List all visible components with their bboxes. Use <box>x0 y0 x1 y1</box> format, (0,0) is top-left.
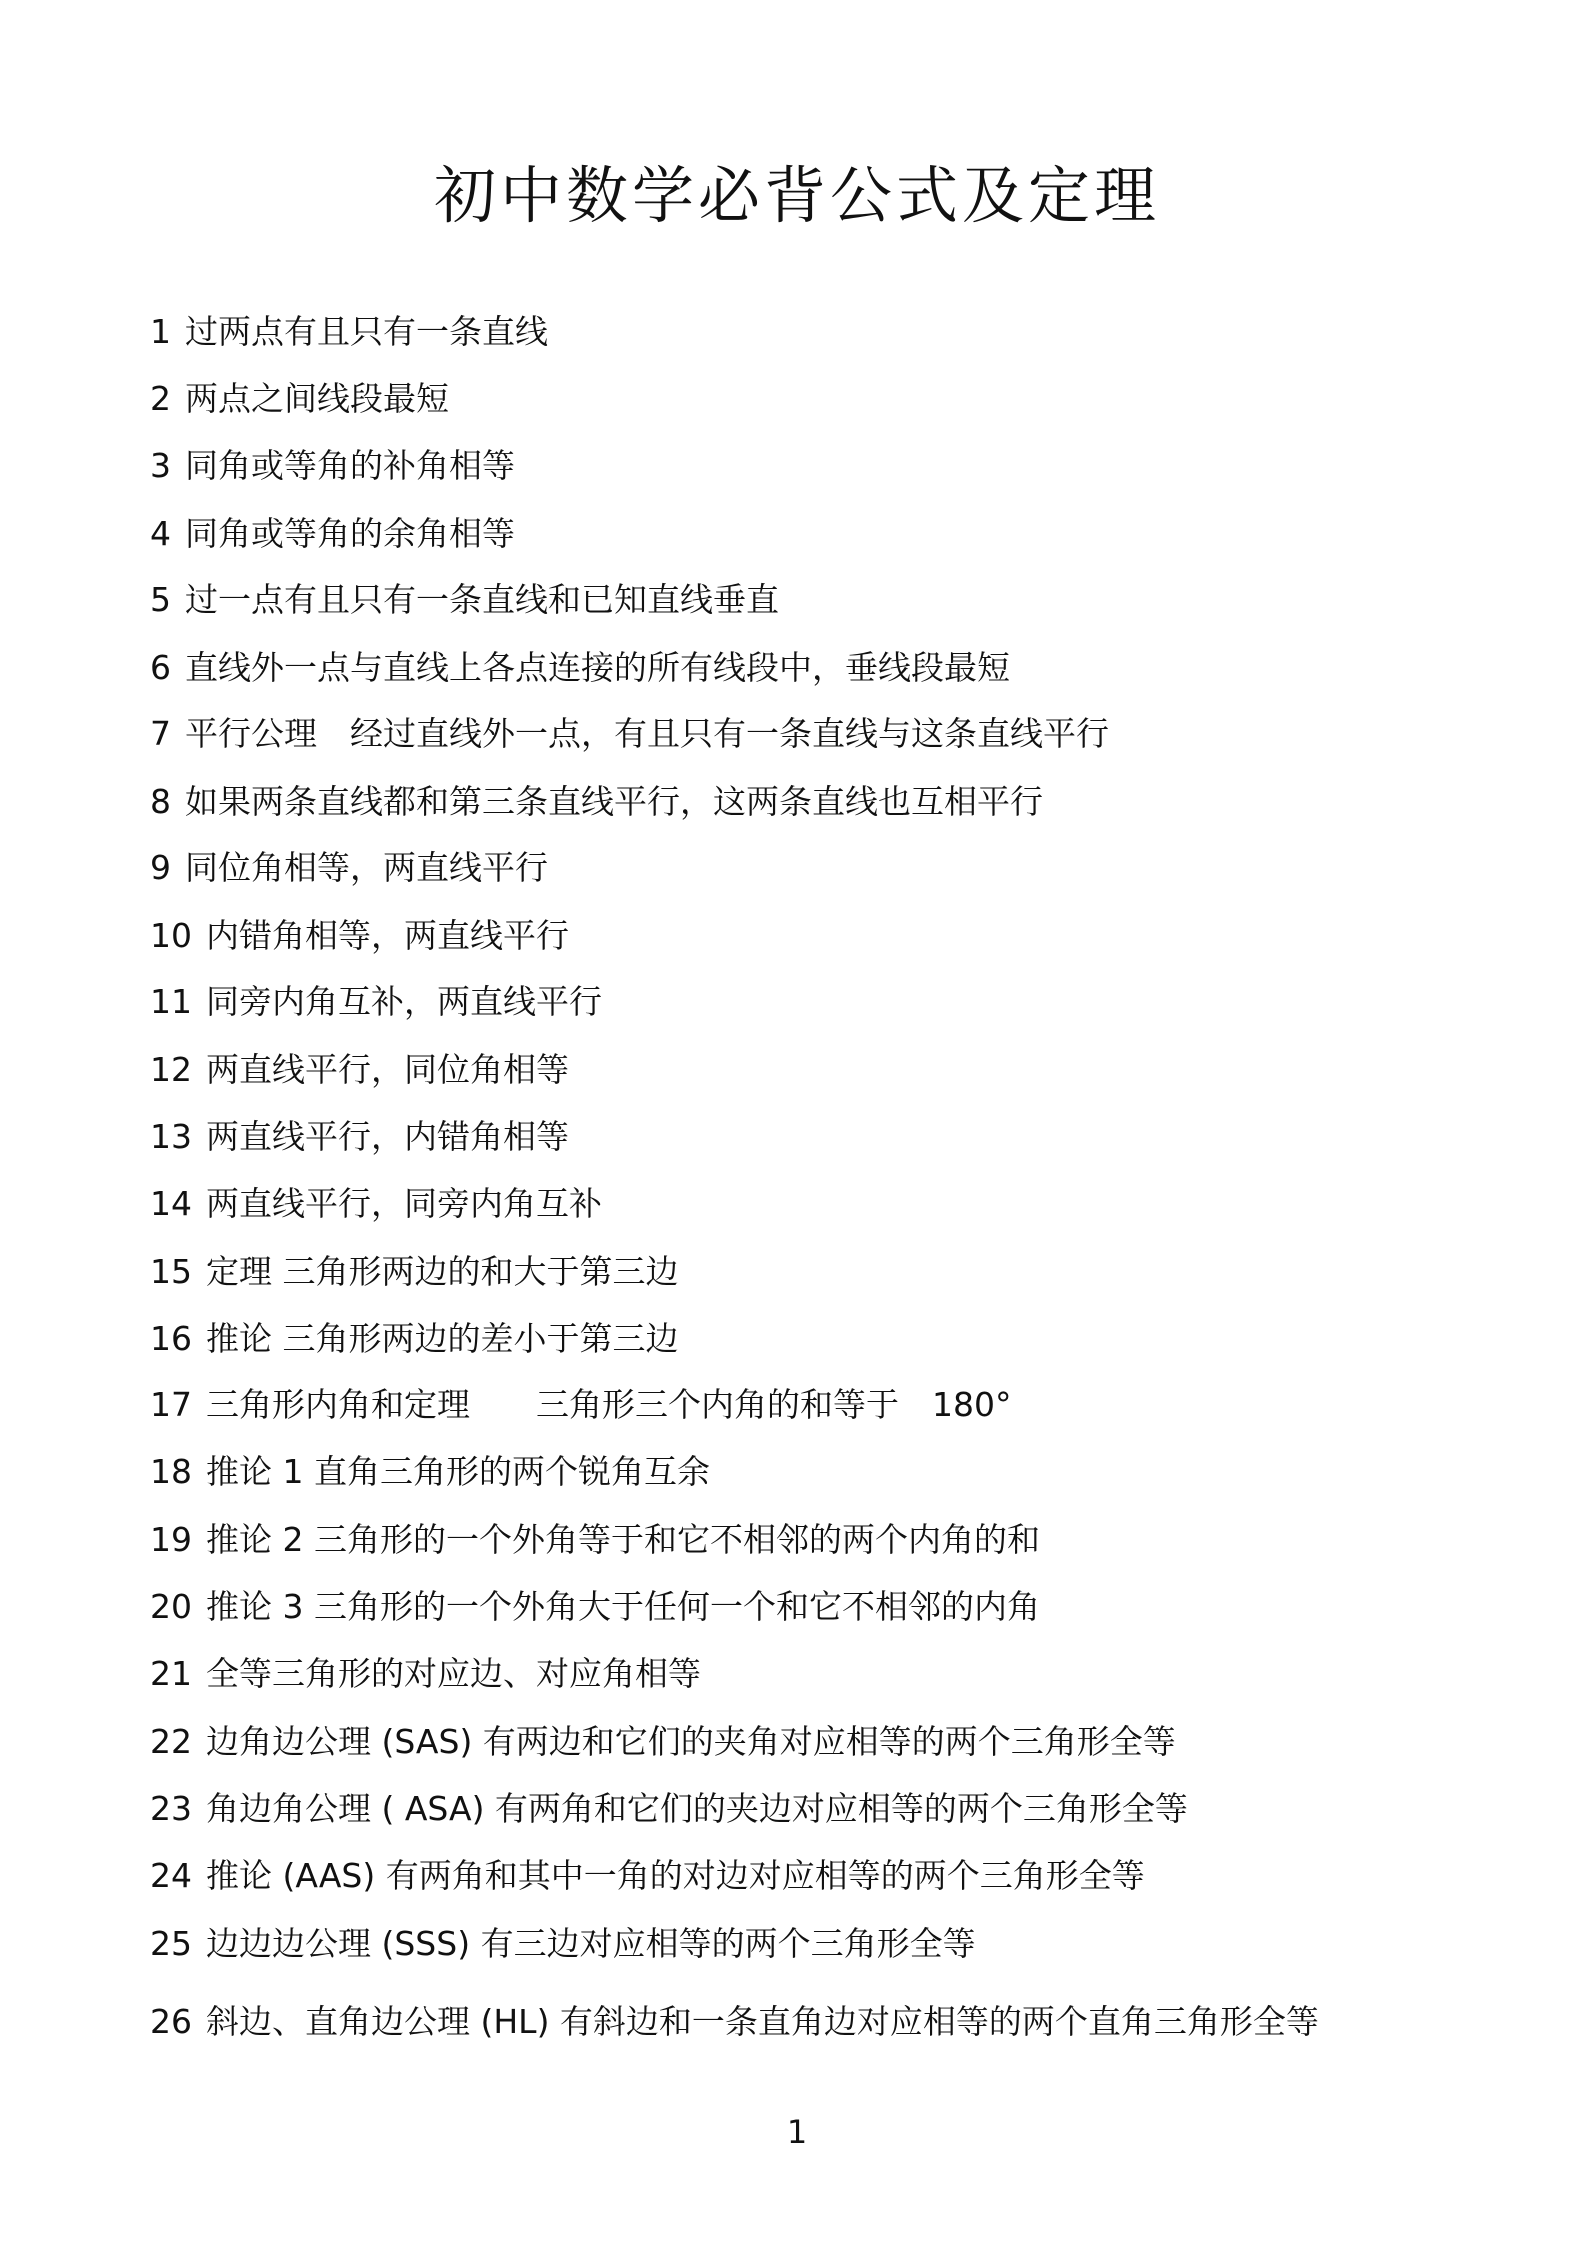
item-number: 5 <box>150 580 171 619</box>
item-text: 推论 1 直角三角形的两个锐角互余 <box>206 1452 710 1491</box>
list-item <box>150 1450 710 1494</box>
item-number: 20 <box>150 1587 192 1626</box>
item-number: 3 <box>150 446 171 485</box>
list-item <box>150 1720 1176 1764</box>
item-text: 直线外一点与直线上各点连接的所有线段中，垂线段最短 <box>185 648 1010 687</box>
item-text: 两点之间线段最短 <box>185 379 449 418</box>
list-item <box>150 1922 976 1966</box>
item-number: 10 <box>150 916 192 955</box>
list-item <box>150 1518 1040 1562</box>
list-item <box>150 1787 1188 1831</box>
item-text: 推论 3 三角形的一个外角大于任何一个和它不相邻的内角 <box>206 1587 1040 1626</box>
item-number: 11 <box>150 982 192 1021</box>
list-item <box>150 1182 602 1226</box>
item-number: 26 <box>150 2002 192 2041</box>
item-number: 23 <box>150 1789 192 1828</box>
list-item <box>150 1854 1145 1898</box>
item-number: 14 <box>150 1184 192 1223</box>
list-item <box>150 1250 679 1294</box>
item-text: 全等三角形的对应边、对应角相等 <box>206 1654 701 1693</box>
list-item <box>150 980 602 1024</box>
item-text: 如果两条直线都和第三条直线平行，这两条直线也互相平行 <box>185 782 1043 821</box>
item-number: 19 <box>150 1520 192 1559</box>
list-item <box>150 914 569 958</box>
list-item <box>150 310 548 354</box>
item-text: 角边角公理 ( ASA) 有两角和它们的夹边对应相等的两个三角形全等 <box>206 1789 1188 1828</box>
item-number: 2 <box>150 379 171 418</box>
item-number: 4 <box>150 514 171 553</box>
page-title: 初中数学必背公式及定理 <box>433 159 1160 232</box>
item-text: 平行公理 经过直线外一点，有且只有一条直线与这条直线平行 <box>185 714 1109 753</box>
item-text: 同旁内角互补，两直线平行 <box>206 982 602 1021</box>
list-item <box>150 1383 1012 1427</box>
item-text: 边边边公理 (SSS) 有三边对应相等的两个三角形全等 <box>206 1924 976 1963</box>
list-item <box>150 1317 679 1361</box>
item-number: 24 <box>150 1856 192 1895</box>
item-text: 同位角相等，两直线平行 <box>185 848 548 887</box>
item-number: 7 <box>150 714 171 753</box>
item-number: 22 <box>150 1722 192 1761</box>
list-item <box>150 1585 1040 1629</box>
item-text: 推论 三角形两边的差小于第三边 <box>206 1319 679 1358</box>
list-item <box>150 444 515 488</box>
item-number: 25 <box>150 1924 192 1963</box>
list-item <box>150 1115 569 1159</box>
list-item <box>150 578 779 622</box>
item-text: 推论 2 三角形的一个外角等于和它不相邻的两个内角的和 <box>206 1520 1040 1559</box>
page-number: 1 <box>786 2113 808 2151</box>
item-number: 21 <box>150 1654 192 1693</box>
list-item <box>150 846 548 890</box>
item-text: 定理 三角形两边的和大于第三边 <box>206 1252 679 1291</box>
list-item <box>150 780 1043 824</box>
list-item <box>150 512 515 556</box>
item-text: 两直线平行，内错角相等 <box>206 1117 569 1156</box>
item-text: 斜边、直角边公理 (HL) 有斜边和一条直角边对应相等的两个直角三角形全等 <box>206 2002 1319 2041</box>
item-number: 17 <box>150 1385 192 1424</box>
item-number: 15 <box>150 1252 192 1291</box>
item-text: 过一点有且只有一条直线和已知直线垂直 <box>185 580 779 619</box>
item-text: 同角或等角的补角相等 <box>185 446 515 485</box>
item-text: 两直线平行，同位角相等 <box>206 1050 569 1089</box>
list-item <box>150 712 1109 756</box>
item-text: 两直线平行，同旁内角互补 <box>206 1184 602 1223</box>
item-text: 内错角相等，两直线平行 <box>206 916 569 955</box>
list-item <box>150 1652 701 1696</box>
item-text: 边角边公理 (SAS) 有两边和它们的夹角对应相等的两个三角形全等 <box>206 1722 1176 1761</box>
list-item <box>150 646 1010 690</box>
list-item <box>150 1048 569 1092</box>
item-number: 12 <box>150 1050 192 1089</box>
item-number: 18 <box>150 1452 192 1491</box>
item-number: 13 <box>150 1117 192 1156</box>
item-text: 过两点有且只有一条直线 <box>185 312 548 351</box>
item-text: 同角或等角的余角相等 <box>185 514 515 553</box>
item-number: 8 <box>150 782 171 821</box>
item-number: 9 <box>150 848 171 887</box>
item-number: 16 <box>150 1319 192 1358</box>
list-item <box>150 377 449 421</box>
item-number: 6 <box>150 648 171 687</box>
item-text: 推论 (AAS) 有两角和其中一角的对边对应相等的两个三角形全等 <box>206 1856 1145 1895</box>
list-item <box>150 1994 1350 2050</box>
item-number: 1 <box>150 312 171 351</box>
item-text: 三角形内角和定理 三角形三个内角的和等于 180° <box>206 1385 1012 1424</box>
